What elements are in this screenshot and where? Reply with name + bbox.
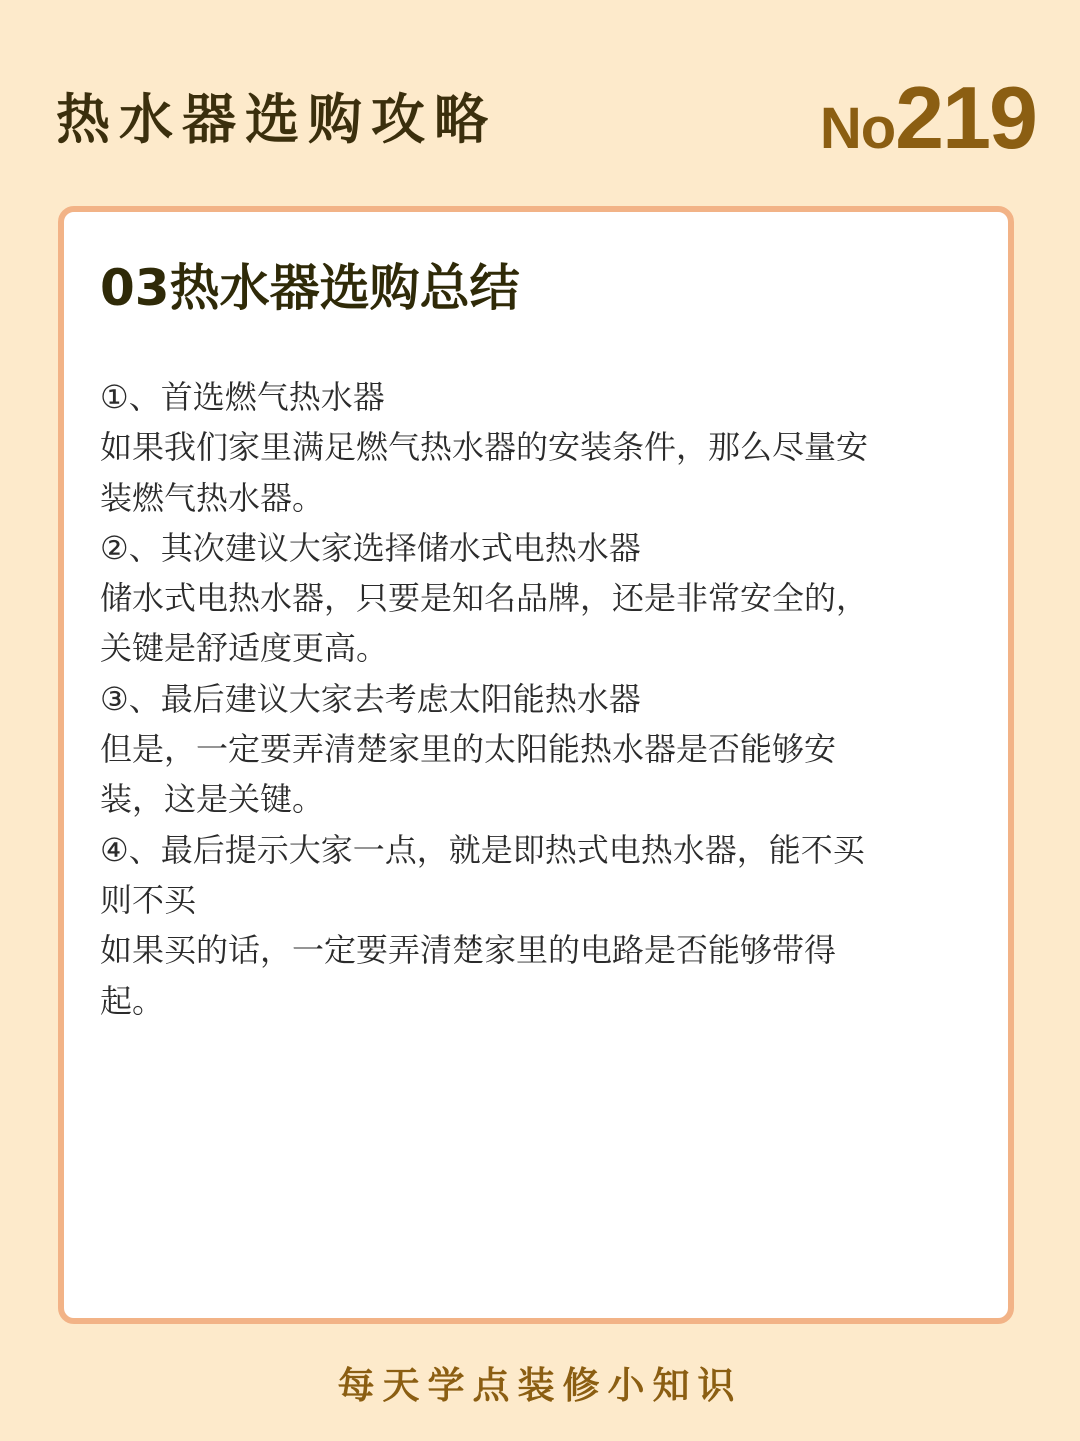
text-line: ②、其次建议大家选择储水式电热水器 [100, 528, 641, 567]
page-title: 热水器选购攻略 [56, 88, 497, 151]
text-line: 关键是舒适度更高。 [100, 629, 389, 668]
footer-slogan: 每天学点装修小知识 [337, 1364, 743, 1407]
section-title: 03热水器选购总结 [100, 259, 520, 317]
text-line: 但是，一定要弄清楚家里的太阳能热水器是否能够安 [100, 730, 837, 769]
issue-number [820, 70, 1036, 192]
text-line: 装，这是关键。 [100, 780, 325, 819]
text-line: ④、最后提示大家一点，就是即热式电热水器，能不买 [100, 830, 865, 869]
text-line: 则不买 [100, 880, 197, 919]
text-line: 起。 [100, 981, 165, 1020]
issue-value: 219 [895, 68, 1036, 167]
text-line: ③、最后建议大家去考虑太阳能热水器 [100, 679, 641, 718]
text-line: 储水式电热水器，只要是知名品牌，还是非常安全的， [100, 579, 869, 618]
content-card [58, 206, 1014, 1324]
text-line: 如果我们家里满足燃气热水器的安装条件，那么尽量安 [100, 428, 869, 467]
summary-text [100, 372, 970, 1026]
text-line: 装燃气热水器。 [100, 478, 325, 517]
text-line: 如果买的话，一定要弄清楚家里的电路是否能够带得 [100, 931, 837, 970]
issue-prefix: No [819, 96, 896, 161]
text-line: ①、首选燃气热水器 [100, 378, 385, 416]
